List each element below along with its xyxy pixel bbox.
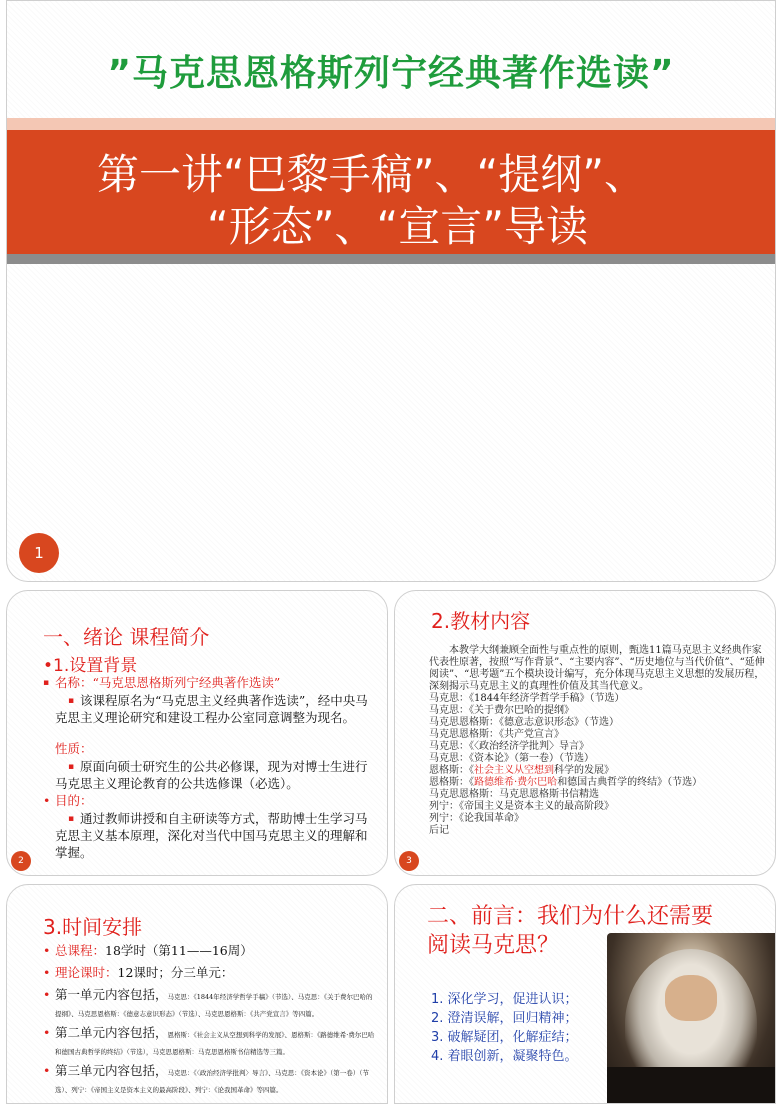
unit-2-row [55, 1025, 375, 1059]
works-list [429, 693, 769, 837]
lecture-title-band [7, 130, 775, 254]
lecture-title-line-1: 第一讲“巴黎手稿”、“提纲”、 [97, 150, 647, 199]
theory-value: 12课时；分三单元： [117, 965, 234, 980]
slide-3 [394, 590, 776, 876]
total-value: 18学时（第11——16周） [105, 943, 253, 958]
work-item-prefix: 恩格斯：《 [429, 777, 474, 788]
heading-line-1: 二、前言：我们为什么还需要 [427, 904, 714, 929]
reason-item: 2. 澄清误解，回归精神； [431, 1010, 578, 1026]
unit-3-label: 第三单元内容包括， [55, 1063, 168, 1078]
work-item: 马克思恩格斯：《德意志意识形态》（节选） [429, 717, 619, 728]
slide-heading: 2.教材内容 [431, 609, 531, 633]
course-name-row [55, 675, 375, 692]
unit-1-row [55, 987, 375, 1021]
work-item: 马克思：《关于费尔巴哈的提纲》 [429, 705, 574, 716]
intro-paragraph: 本教学大纲兼顾全面性与重点性的原则，甄选11篇马克思主义经典作家代表性原著，按照“写作背景”、“主要内容”、“历史地位与当代价值”、“延伸阅读”、“思考题”五个模块设计编写，充分体现马克思主义思想的发展历程，深刻揭示马克思主义的真理性价值及其当代意义。 [429, 645, 765, 692]
band-bottom-strip [7, 254, 775, 264]
unit-2-label: 第二单元内容包括， [55, 1025, 168, 1040]
course-title: ”马克思恩格斯列宁经典著作选读” [107, 53, 675, 94]
page-number-badge: 3 [399, 851, 419, 871]
slide-heading: 一、绪论 课程简介 [43, 625, 210, 649]
section-title: •1.设置背景 [43, 656, 138, 676]
band-top-strip [7, 118, 775, 130]
work-item-highlight: 路德维希·费尔巴哈 [474, 777, 558, 788]
marx-portrait-image [607, 933, 775, 1103]
reason-item: 4. 着眼创新，凝聚特色。 [431, 1048, 578, 1064]
slide-2 [6, 590, 388, 876]
work-item [429, 777, 769, 789]
reasons-list [431, 991, 578, 1066]
goal-paragraph: ▪ 通过教师讲授和自主研读等方式，帮助博士生学习马克思主义基本原理，深化对当代中国马克思主义的理解和掌握。 [55, 811, 375, 862]
work-item-prefix: 恩格斯：《 [429, 765, 474, 776]
reason-item: 1. 深化学习，促进认识； [431, 992, 578, 1007]
heading-line-2: 阅读马克思？ [427, 932, 560, 958]
textbook-content [429, 645, 769, 837]
slide-1 [6, 0, 776, 582]
work-item: 马克思恩格斯：马克思恩格斯书信精选 [429, 789, 599, 800]
theory-hours-row [55, 965, 233, 982]
slide-5 [394, 884, 776, 1104]
work-item: 马克思：《1844年经济学哲学手稿》（节选） [429, 693, 625, 704]
work-item: 马克思：《资本论》（第一卷）（节选） [429, 753, 594, 764]
work-item: 列宁：《帝国主义是资本主义的最高阶段》 [429, 801, 614, 812]
unit-2-detail: 恩格斯：《社会主义从空想到科学的发展》、恩格斯：《路德维希·费尔巴哈和德国古典哲学的终结》（节选），马克思恩格斯：马克思恩格斯书信精选等三篇。 [55, 1031, 375, 1056]
total-hours-row [55, 943, 253, 960]
nature-label: 性质： [55, 741, 93, 756]
page-number-badge: 2 [11, 851, 31, 871]
total-label: 总课程： [55, 943, 106, 958]
name-label: 名称： [55, 675, 93, 690]
unit-1-detail: 马克思：《1844年经济学哲学手稿》（节选）、马克思：《关于费尔巴哈的提纲》、马克思恩格斯：《德意志意识形态》（节选）、马克思恩格斯：《共产党宣言》等四篇。 [55, 993, 373, 1018]
page-number-badge: 1 [19, 533, 59, 573]
slide-heading: 3.时间安排 [43, 915, 143, 939]
portrait-coat [607, 1067, 775, 1103]
unit-1-label: 第一单元内容包括， [55, 987, 168, 1002]
theory-label: 理论课时： [55, 965, 118, 980]
work-item: 列宁：《论我国革命》 [429, 813, 524, 824]
slide-4 [6, 884, 388, 1104]
goal-label: • 目的： [55, 793, 93, 810]
name-value: “马克思恩格斯列宁经典著作选读” [92, 675, 281, 690]
work-item-suffix: 科学的发展》 [554, 765, 614, 776]
unit-3-detail: 马克思：《〈政治经济学批判〉导言》、马克思：《资本论》（第一卷）（节选）、列宁：《帝国主义是资本主义的最高阶段》、列宁：《论我国革命》等四篇。 [55, 1069, 370, 1094]
background-paragraph: ▪ 该课程原名为“马克思主义经典著作选读”，经中央马克思主义理论研究和建设工程办公室同意调整为现名。 [55, 693, 375, 727]
work-item [429, 765, 769, 777]
work-item: 马克思：《〈政治经济学批判〉导言》 [429, 741, 589, 752]
work-item: 后记 [429, 825, 449, 836]
work-item-highlight: 社会主义从空想到 [474, 765, 554, 776]
nature-paragraph: ▪ 原面向硕士研究生的公共必修课，现为对博士生进行马克思主义理论教育的公共选修课（必选）。 [55, 759, 375, 793]
lecture-title-line-2: “形态”、“宣言”导读 [207, 202, 589, 251]
unit-3-row [55, 1063, 375, 1097]
reason-item: 3. 破解疑团，化解症结； [431, 1029, 578, 1045]
work-item: 马克思恩格斯：《共产党宣言》 [429, 729, 564, 740]
portrait-face [665, 975, 717, 1021]
work-item-suffix: 和德国古典哲学的终结》（节选） [557, 777, 703, 788]
